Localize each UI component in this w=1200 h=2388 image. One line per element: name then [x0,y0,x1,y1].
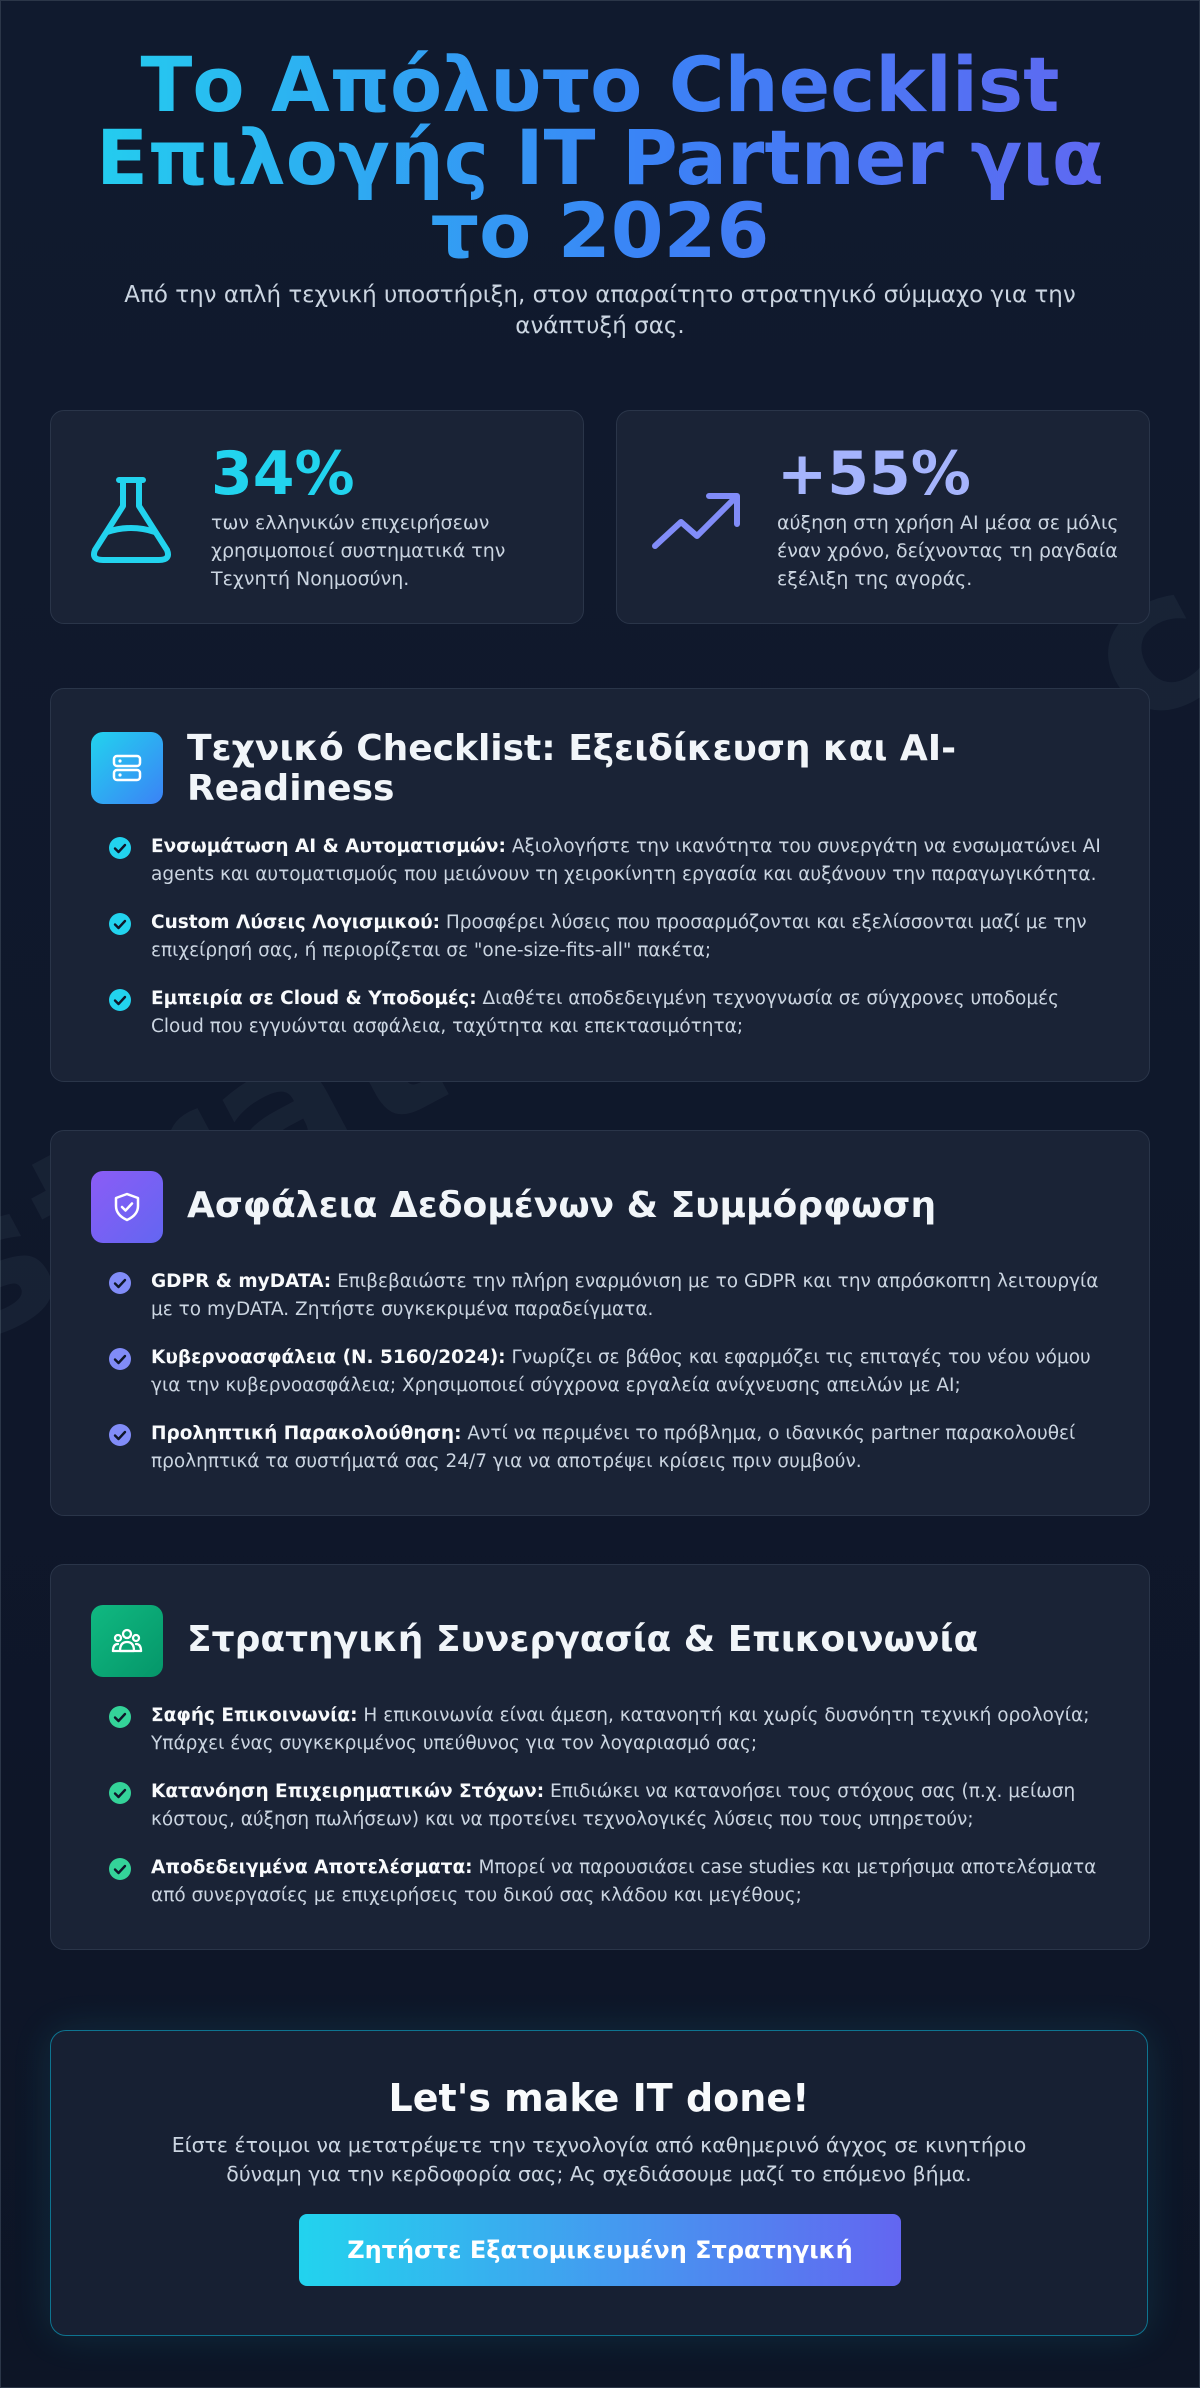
section-title: Στρατηγική Συνεργασία & Επικοινωνία [187,1619,979,1660]
stat-description: των ελληνικών επιχειρήσεων χρησιμοποιεί συστηματικά την Τεχνητή Νοημοσύνη. [211,512,506,590]
stat-value: 34% [211,439,355,509]
item-text: Γνωρίζει σε βάθος και εφαρμόζει τις επιταγές του νέου νόμου για την κυβερνοασφάλεια; Χρησιμοποιεί σύγχρονα εργαλεία ανίχνευσης απειλών με AI; [151,1347,1091,1396]
check-circle-icon [109,989,131,1011]
cta-text: Είστε έτοιμοι να μετατρέψετε την τεχνολογία από καθημερινό άγχος σε κινητήριο δύναμη για την κερδοφορία σας; Ας σχεδιάσουμε μαζί το επόμενο βήμα. [171,2133,1027,2186]
check-circle-icon [109,913,131,935]
item-label: Ενσωμάτωση AI & Αυτοματισμών: [151,836,506,857]
item-text: Επιβεβαιώστε την πλήρη εναρμόνιση με το GDPR και την απρόσκοπτη λειτουργία με το myDATA. Ζητήστε συγκεκριμένα παραδείγματα. [151,1271,1099,1320]
cta-heading: Let's make IT done! [388,2076,810,2120]
stat-card-ai-usage [50,410,584,624]
item-text: Αξιολογήστε την ικανότητα του συνεργάτη να ενσωματώνει AI agents και αυτοματισμούς που μειώνουν τη χειροκίνητη εργασία και αυξάνουν την παραγωγικότητα. [151,836,1101,885]
item-label: Κατανόηση Επιχειρηματικών Στόχων: [151,1781,545,1802]
item-text: Προσφέρει λύσεις που προσαρμόζονται και εξελίσσονται μαζί με την επιχείρησή σας, ή περιορίζεται σε "one-size-fits-all" πακέτα; [151,912,1087,961]
check-circle-icon [109,837,131,859]
check-circle-icon [109,1348,131,1370]
check-circle-icon [109,1272,131,1294]
section-title: Ασφάλεια Δεδομένων & Συμμόρφωση [187,1185,937,1226]
item-text: Μπορεί να παρουσιάσει case studies και μετρήσιμα αποτελέσματα από συνεργασίες με επιχειρήσεις του δικού σας κλάδου και μεγέθους; [151,1857,1097,1906]
section-strategy [50,1564,1150,1950]
check-circle-icon [109,1424,131,1446]
item-label: Προληπτική Παρακολούθηση: [151,1423,462,1444]
flask-icon [81,476,191,562]
request-strategy-button[interactable]: Ζητήστε Εξατομικευμένη Στρατηγική [299,2214,901,2286]
team-icon [91,1605,163,1677]
item-label: Κυβερνοασφάλεια (Ν. 5160/2024): [151,1347,506,1368]
item-text: Διαθέτει αποδεδειγμένη τεχνογνωσία σε σύγχρονες υποδομές Cloud που εγγυώνται ασφάλεια, ταχύτητα και επεκτασιμότητα; [151,988,1059,1037]
item-text: Επιδιώκει να κατανοήσει τους στόχους σας (π.χ. μείωση κόστους, αύξηση πωλήσεων) και να προτείνει τεχνολογικές λύσεις που τους υπηρετούν; [151,1781,1076,1830]
stat-card-ai-growth [616,410,1150,624]
trending-up-icon [647,476,757,562]
item-label: Αποδεδειγμένα Αποτελέσματα: [151,1857,473,1878]
section-security [50,1130,1150,1516]
section-title: Τεχνικό Checklist: Εξειδίκευση και AI-Readiness [187,728,957,809]
item-label: Εμπειρία σε Cloud & Υποδομές: [151,988,477,1009]
check-circle-icon [109,1858,131,1880]
shield-check-icon [91,1171,163,1243]
cta-panel [50,2030,1148,2336]
page-title: Το Απόλυτο Checklist Επιλογής IT Partner για το 2026 [50,48,1150,267]
item-label: GDPR & myDATA: [151,1271,332,1292]
stat-value: +55% [777,439,971,509]
item-text: Η επικοινωνία είναι άμεση, κατανοητή και χωρίς δυσνόητη τεχνική ορολογία; Υπάρχει ένας συγκεκριμένος υπεύθυνος για τον λογαριασμό σας; [151,1705,1090,1754]
page-subtitle: Από την απλή τεχνική υποστήριξη, στον απαραίτητο στρατηγικό σύμμαχο για την ανάπτυξή σας. [124,282,1076,339]
check-circle-icon [109,1706,131,1728]
item-label: Σαφής Επικοινωνία: [151,1705,358,1726]
server-icon [91,732,163,804]
check-circle-icon [109,1782,131,1804]
stat-description: αύξηση στη χρήση AI μέσα σε μόλις έναν χρόνο, δείχνοντας τη ραγδαία εξέλιξη της αγοράς. [777,512,1119,590]
section-technical [50,688,1150,1082]
item-text: Αντί να περιμένει το πρόβλημα, ο ιδανικός partner παρακολουθεί προληπτικά τα συστήματά σας 24/7 για να αποτρέψει κρίσεις πριν συμβούν. [151,1423,1076,1472]
item-label: Custom Λύσεις Λογισμικού: [151,912,440,933]
